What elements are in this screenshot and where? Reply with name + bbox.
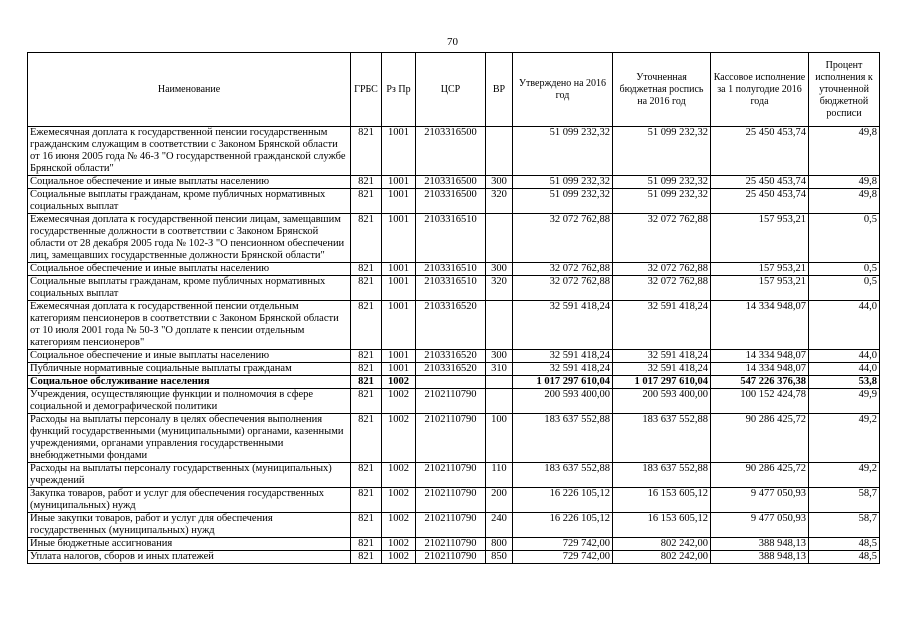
cell-vr: 110 [486, 463, 513, 488]
cell-name: Учреждения, осуществляющие функции и полномочия в сфере социальной и демографической политики [28, 389, 351, 414]
cell-csr: 2102110790 [416, 463, 486, 488]
cell-percent: 53,8 [809, 376, 880, 389]
cell-percent: 0,5 [809, 276, 880, 301]
header-grbs: ГРБС [351, 53, 382, 127]
cell-rzpr: 1001 [382, 176, 416, 189]
cell-clarified: 32 072 762,88 [613, 276, 711, 301]
cell-clarified: 51 099 232,32 [613, 189, 711, 214]
cell-clarified: 51 099 232,32 [613, 127, 711, 176]
cell-name: Социальные выплаты гражданам, кроме публичных нормативных социальных выплат [28, 189, 351, 214]
cell-percent: 49,8 [809, 127, 880, 176]
cell-grbs: 821 [351, 488, 382, 513]
cell-cash: 90 286 425,72 [711, 414, 809, 463]
cell-approved: 729 742,00 [513, 538, 613, 551]
cell-clarified: 1 017 297 610,04 [613, 376, 711, 389]
cell-csr: 2103316520 [416, 363, 486, 376]
cell-grbs: 821 [351, 189, 382, 214]
cell-rzpr: 1002 [382, 551, 416, 564]
table-row [28, 513, 880, 538]
cell-approved: 32 591 418,24 [513, 363, 613, 376]
cell-approved: 32 072 762,88 [513, 214, 613, 263]
cell-csr: 2103316520 [416, 301, 486, 350]
cell-name: Ежемесячная доплата к государственной пенсии отдельным категориям пенсионеров в соответствии с Законом Брянской области от 10 июля 2001 года № 50-З "О доплате к пенсии отдельным категориям пенсионеров" [28, 301, 351, 350]
cell-grbs: 821 [351, 389, 382, 414]
cell-cash: 14 334 948,07 [711, 301, 809, 350]
cell-csr [416, 376, 486, 389]
cell-csr: 2103316500 [416, 176, 486, 189]
cell-cash: 157 953,21 [711, 214, 809, 263]
cell-grbs: 821 [351, 363, 382, 376]
cell-percent: 48,5 [809, 551, 880, 564]
cell-rzpr: 1001 [382, 189, 416, 214]
cell-approved: 51 099 232,32 [513, 176, 613, 189]
header-rzpr: Рз Пр [382, 53, 416, 127]
cell-grbs: 821 [351, 127, 382, 176]
cell-csr: 2103316510 [416, 276, 486, 301]
cell-csr: 2102110790 [416, 513, 486, 538]
cell-name: Расходы на выплаты персоналу государственных (муниципальных) учреждений [28, 463, 351, 488]
table-header-row [28, 53, 880, 127]
cell-name: Расходы на выплаты персоналу в целях обеспечения выполнения функций государственными (муниципальными) органами, казенными учреждениями, органами управления государственными внебюджетными фондами [28, 414, 351, 463]
cell-rzpr: 1002 [382, 538, 416, 551]
cell-percent: 49,8 [809, 176, 880, 189]
cell-clarified: 32 072 762,88 [613, 263, 711, 276]
budget-table [27, 52, 880, 564]
cell-name: Публичные нормативные социальные выплаты гражданам [28, 363, 351, 376]
cell-clarified: 32 072 762,88 [613, 214, 711, 263]
cell-percent: 49,2 [809, 414, 880, 463]
cell-cash: 157 953,21 [711, 263, 809, 276]
cell-clarified: 183 637 552,88 [613, 414, 711, 463]
cell-rzpr: 1001 [382, 301, 416, 350]
table-body [28, 127, 880, 564]
cell-approved: 729 742,00 [513, 551, 613, 564]
cell-grbs: 821 [351, 301, 382, 350]
cell-grbs: 821 [351, 463, 382, 488]
cell-percent: 49,8 [809, 189, 880, 214]
cell-clarified: 802 242,00 [613, 538, 711, 551]
cell-cash: 25 450 453,74 [711, 189, 809, 214]
cell-grbs: 821 [351, 376, 382, 389]
cell-name: Социальное обеспечение и иные выплаты населению [28, 263, 351, 276]
cell-csr: 2103316500 [416, 189, 486, 214]
cell-rzpr: 1001 [382, 214, 416, 263]
cell-csr: 2102110790 [416, 488, 486, 513]
cell-grbs: 821 [351, 513, 382, 538]
cell-cash: 25 450 453,74 [711, 176, 809, 189]
cell-csr: 2102110790 [416, 551, 486, 564]
cell-vr: 100 [486, 414, 513, 463]
header-cash: Кассовое исполнение за 1 полугодие 2016 года [711, 53, 809, 127]
cell-csr: 2103316520 [416, 350, 486, 363]
cell-rzpr: 1001 [382, 263, 416, 276]
cell-approved: 32 072 762,88 [513, 263, 613, 276]
cell-vr: 300 [486, 263, 513, 276]
cell-grbs: 821 [351, 176, 382, 189]
cell-cash: 25 450 453,74 [711, 127, 809, 176]
cell-name: Социальное обеспечение и иные выплаты населению [28, 350, 351, 363]
cell-rzpr: 1002 [382, 414, 416, 463]
cell-percent: 49,2 [809, 463, 880, 488]
cell-csr: 2102110790 [416, 389, 486, 414]
cell-approved: 16 226 105,12 [513, 488, 613, 513]
cell-percent: 58,7 [809, 513, 880, 538]
cell-cash: 100 152 424,78 [711, 389, 809, 414]
table-row [28, 263, 880, 276]
cell-cash: 14 334 948,07 [711, 350, 809, 363]
cell-percent: 49,9 [809, 389, 880, 414]
cell-approved: 32 591 418,24 [513, 350, 613, 363]
cell-vr [486, 301, 513, 350]
table-row [28, 488, 880, 513]
cell-clarified: 51 099 232,32 [613, 176, 711, 189]
cell-cash: 388 948,13 [711, 538, 809, 551]
cell-rzpr: 1001 [382, 363, 416, 376]
cell-rzpr: 1001 [382, 276, 416, 301]
cell-grbs: 821 [351, 538, 382, 551]
cell-rzpr: 1002 [382, 488, 416, 513]
cell-vr [486, 376, 513, 389]
table-row [28, 389, 880, 414]
cell-percent: 44,0 [809, 350, 880, 363]
table-row [28, 376, 880, 389]
cell-vr: 300 [486, 350, 513, 363]
cell-csr: 2102110790 [416, 538, 486, 551]
cell-clarified: 32 591 418,24 [613, 350, 711, 363]
cell-rzpr: 1002 [382, 376, 416, 389]
cell-cash: 9 477 050,93 [711, 488, 809, 513]
table-row [28, 214, 880, 263]
cell-rzpr: 1001 [382, 127, 416, 176]
header-percent: Процент исполнения к уточненной бюджетной росписи [809, 53, 880, 127]
header-csr: ЦСР [416, 53, 486, 127]
cell-percent: 0,5 [809, 263, 880, 276]
cell-vr [486, 389, 513, 414]
cell-clarified: 802 242,00 [613, 551, 711, 564]
table-row [28, 276, 880, 301]
cell-rzpr: 1002 [382, 389, 416, 414]
table-row [28, 414, 880, 463]
cell-grbs: 821 [351, 276, 382, 301]
cell-rzpr: 1002 [382, 463, 416, 488]
header-vr: ВР [486, 53, 513, 127]
cell-vr [486, 214, 513, 263]
cell-approved: 32 072 762,88 [513, 276, 613, 301]
table-row [28, 463, 880, 488]
cell-vr: 320 [486, 189, 513, 214]
cell-grbs: 821 [351, 414, 382, 463]
cell-percent: 48,5 [809, 538, 880, 551]
cell-vr: 200 [486, 488, 513, 513]
cell-vr: 850 [486, 551, 513, 564]
table-row [28, 176, 880, 189]
page-number: 70 [447, 36, 458, 48]
cell-cash: 90 286 425,72 [711, 463, 809, 488]
cell-approved: 51 099 232,32 [513, 189, 613, 214]
cell-csr: 2102110790 [416, 414, 486, 463]
cell-grbs: 821 [351, 214, 382, 263]
table-row [28, 538, 880, 551]
cell-clarified: 200 593 400,00 [613, 389, 711, 414]
table-row [28, 551, 880, 564]
cell-name: Уплата налогов, сборов и иных платежей [28, 551, 351, 564]
cell-csr: 2103316500 [416, 127, 486, 176]
cell-name: Закупка товаров, работ и услуг для обеспечения государственных (муниципальных) нужд [28, 488, 351, 513]
cell-clarified: 32 591 418,24 [613, 363, 711, 376]
cell-vr: 240 [486, 513, 513, 538]
cell-name: Ежемесячная доплата к государственной пенсии государственным гражданским служащим в соответствии с Законом Брянской области от 16 июня 2005 года № 46-З "О государственной гражданской службе Брянской области" [28, 127, 351, 176]
cell-approved: 1 017 297 610,04 [513, 376, 613, 389]
header-approved: Утверждено на 2016 год [513, 53, 613, 127]
cell-csr: 2103316510 [416, 263, 486, 276]
table-row [28, 350, 880, 363]
cell-cash: 9 477 050,93 [711, 513, 809, 538]
cell-vr: 320 [486, 276, 513, 301]
cell-csr: 2103316510 [416, 214, 486, 263]
cell-name: Ежемесячная доплата к государственной пенсии лицам, замещавшим государственные должности в соответствии с Законом Брянской области от 28 декабря 2005 года № 102-З "О пенсионном обеспечении лиц, замещавших государственные должности Брянской области" [28, 214, 351, 263]
cell-name: Социальные выплаты гражданам, кроме публичных нормативных социальных выплат [28, 276, 351, 301]
cell-grbs: 821 [351, 263, 382, 276]
cell-rzpr: 1001 [382, 350, 416, 363]
cell-approved: 16 226 105,12 [513, 513, 613, 538]
cell-cash: 157 953,21 [711, 276, 809, 301]
cell-vr: 300 [486, 176, 513, 189]
cell-vr: 310 [486, 363, 513, 376]
cell-name: Иные бюджетные ассигнования [28, 538, 351, 551]
cell-approved: 183 637 552,88 [513, 463, 613, 488]
table-row [28, 301, 880, 350]
cell-percent: 0,5 [809, 214, 880, 263]
cell-percent: 44,0 [809, 301, 880, 350]
cell-cash: 547 226 376,38 [711, 376, 809, 389]
cell-rzpr: 1002 [382, 513, 416, 538]
cell-grbs: 821 [351, 350, 382, 363]
cell-approved: 32 591 418,24 [513, 301, 613, 350]
cell-cash: 14 334 948,07 [711, 363, 809, 376]
cell-approved: 51 099 232,32 [513, 127, 613, 176]
cell-percent: 44,0 [809, 363, 880, 376]
cell-cash: 388 948,13 [711, 551, 809, 564]
cell-name: Иные закупки товаров, работ и услуг для обеспечения государственных (муниципальных) нужд [28, 513, 351, 538]
cell-name: Социальное обслуживание населения [28, 376, 351, 389]
header-name: Наименование [28, 53, 351, 127]
cell-vr [486, 127, 513, 176]
table-row [28, 127, 880, 176]
cell-clarified: 183 637 552,88 [613, 463, 711, 488]
table-row [28, 363, 880, 376]
header-clarified: Уточненная бюджетная роспись на 2016 год [613, 53, 711, 127]
cell-approved: 200 593 400,00 [513, 389, 613, 414]
table-row [28, 189, 880, 214]
cell-vr: 800 [486, 538, 513, 551]
cell-clarified: 32 591 418,24 [613, 301, 711, 350]
cell-grbs: 821 [351, 551, 382, 564]
cell-name: Социальное обеспечение и иные выплаты населению [28, 176, 351, 189]
cell-clarified: 16 153 605,12 [613, 513, 711, 538]
cell-approved: 183 637 552,88 [513, 414, 613, 463]
cell-percent: 58,7 [809, 488, 880, 513]
cell-clarified: 16 153 605,12 [613, 488, 711, 513]
